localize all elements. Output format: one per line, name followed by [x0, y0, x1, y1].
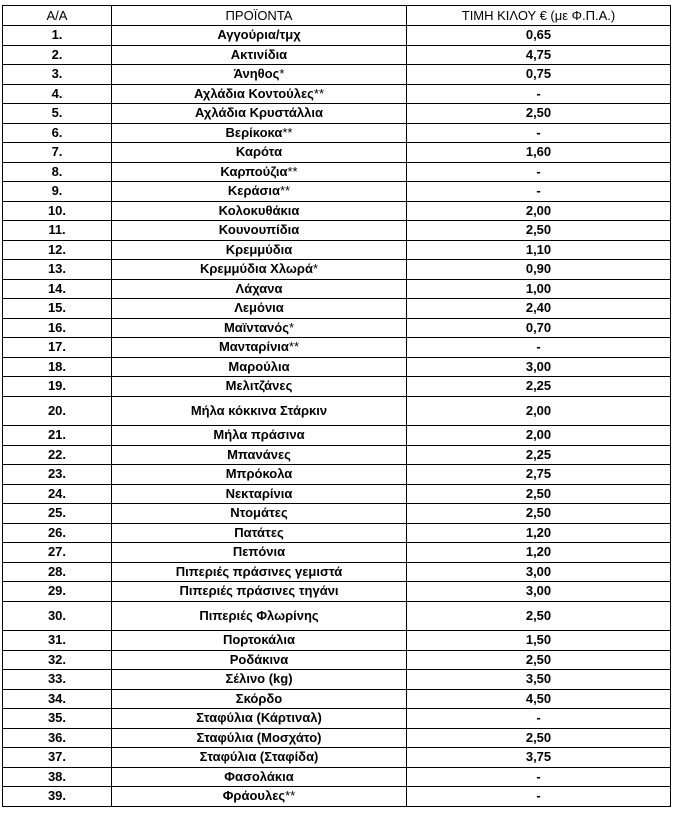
table-row	[3, 84, 671, 104]
product-name: Λεμόνια	[234, 300, 284, 316]
row-number: 4.	[3, 84, 112, 104]
price-cell: -	[407, 162, 671, 182]
table-row	[3, 221, 671, 241]
price-cell: 2,25	[407, 377, 671, 397]
row-number: 25.	[3, 504, 112, 524]
product-cell	[112, 299, 407, 319]
table-row	[3, 670, 671, 690]
price-cell: -	[407, 709, 671, 729]
product-cell	[112, 279, 407, 299]
product-cell	[112, 787, 407, 807]
product-cell	[112, 65, 407, 85]
row-number: 27.	[3, 543, 112, 563]
product-cell	[112, 601, 407, 631]
product-cell	[112, 201, 407, 221]
header-product: ΠΡΟΪΟΝΤΑ	[112, 6, 407, 26]
product-name: Πεπόνια	[232, 544, 286, 560]
price-cell: 0,90	[407, 260, 671, 280]
table-row	[3, 689, 671, 709]
table-row	[3, 65, 671, 85]
table-row	[3, 26, 671, 46]
row-number: 37.	[3, 748, 112, 768]
product-name: Άνηθος	[233, 66, 280, 82]
row-number: 35.	[3, 709, 112, 729]
price-cell: 2,50	[407, 601, 671, 631]
table-row	[3, 445, 671, 465]
product-cell	[112, 84, 407, 104]
price-cell: 0,65	[407, 26, 671, 46]
product-cell	[112, 426, 407, 446]
product-name: Μήλα κόκκινα Στάρκιν	[190, 402, 328, 418]
price-cell: 2,50	[407, 650, 671, 670]
row-number: 30.	[3, 601, 112, 631]
price-cell: 2,50	[407, 484, 671, 504]
table-row	[3, 504, 671, 524]
table-row	[3, 748, 671, 768]
product-cell	[112, 162, 407, 182]
product-name: Φασολάκια	[224, 768, 294, 784]
product-cell	[112, 504, 407, 524]
product-name: Φράουλες	[222, 788, 286, 804]
product-name: Σταφύλια (Κάρτιναλ)	[196, 710, 322, 726]
table-row	[3, 465, 671, 485]
table-row	[3, 45, 671, 65]
price-cell: 2,00	[407, 426, 671, 446]
product-name: Πορτοκάλια	[222, 632, 296, 648]
table-row	[3, 523, 671, 543]
table-row	[3, 240, 671, 260]
product-cell	[112, 143, 407, 163]
table-row	[3, 426, 671, 446]
table-row	[3, 601, 671, 631]
row-number: 28.	[3, 562, 112, 582]
price-cell: 2,75	[407, 465, 671, 485]
price-cell: 3,00	[407, 562, 671, 582]
footnote-mark: **	[313, 85, 325, 101]
product-cell	[112, 357, 407, 377]
price-cell: -	[407, 787, 671, 807]
product-cell	[112, 45, 407, 65]
row-number: 19.	[3, 377, 112, 397]
row-number: 2.	[3, 45, 112, 65]
product-name: Σκόρδο	[235, 690, 283, 706]
table-row	[3, 201, 671, 221]
price-cell: 0,70	[407, 318, 671, 338]
footnote-mark: *	[279, 66, 285, 82]
price-cell: 1,00	[407, 279, 671, 299]
product-name: Κρεμμύδια	[225, 241, 293, 257]
product-cell	[112, 396, 407, 426]
product-name: Καρότα	[235, 144, 283, 160]
table-row	[3, 377, 671, 397]
product-name: Σέλινο (kg)	[225, 671, 293, 687]
table-row	[3, 338, 671, 358]
header-row	[3, 6, 671, 26]
table-row	[3, 787, 671, 807]
product-cell	[112, 240, 407, 260]
footnote-mark: **	[285, 788, 296, 804]
product-cell	[112, 582, 407, 602]
table-row	[3, 709, 671, 729]
product-cell	[112, 445, 407, 465]
product-name: Ντομάτες	[230, 505, 288, 521]
table-row	[3, 728, 671, 748]
row-number: 39.	[3, 787, 112, 807]
product-cell	[112, 377, 407, 397]
product-cell	[112, 670, 407, 690]
price-cell: 2,25	[407, 445, 671, 465]
table-row	[3, 396, 671, 426]
product-name: Κολοκυθάκια	[218, 202, 300, 218]
product-cell	[112, 689, 407, 709]
row-number: 38.	[3, 767, 112, 787]
price-cell: -	[407, 123, 671, 143]
price-cell: 1,50	[407, 631, 671, 651]
price-cell: 2,50	[407, 504, 671, 524]
product-cell	[112, 104, 407, 124]
price-cell: 2,40	[407, 299, 671, 319]
product-name: Κουνουπίδια	[218, 222, 300, 238]
product-cell	[112, 123, 407, 143]
price-cell: -	[407, 84, 671, 104]
row-number: 7.	[3, 143, 112, 163]
price-cell: 0,75	[407, 65, 671, 85]
table-row	[3, 562, 671, 582]
price-cell: 3,75	[407, 748, 671, 768]
product-cell	[112, 182, 407, 202]
product-cell	[112, 543, 407, 563]
row-number: 26.	[3, 523, 112, 543]
price-cell: 1,20	[407, 523, 671, 543]
row-number: 23.	[3, 465, 112, 485]
product-name: Πατάτες	[234, 524, 284, 540]
product-name: Μπρόκολα	[225, 466, 293, 482]
row-number: 1.	[3, 26, 112, 46]
price-cell: 2,50	[407, 221, 671, 241]
table-row	[3, 143, 671, 163]
product-name: Βερίκοκα	[225, 124, 283, 140]
product-name: Αχλάδια Κοντούλες	[193, 85, 314, 101]
row-number: 29.	[3, 582, 112, 602]
price-cell: 2,00	[407, 396, 671, 426]
price-cell: 4,50	[407, 689, 671, 709]
table-row	[3, 182, 671, 202]
product-cell	[112, 748, 407, 768]
table-row	[3, 123, 671, 143]
product-name: Ροδάκινα	[229, 651, 289, 667]
table-row	[3, 767, 671, 787]
product-name: Μήλα πράσινα	[213, 427, 305, 443]
table-row	[3, 260, 671, 280]
product-name: Κεράσια	[227, 183, 280, 199]
row-number: 18.	[3, 357, 112, 377]
product-cell	[112, 562, 407, 582]
price-cell: 2,50	[407, 104, 671, 124]
row-number: 14.	[3, 279, 112, 299]
product-name: Ακτινίδια	[230, 46, 288, 62]
price-cell: 1,10	[407, 240, 671, 260]
product-cell	[112, 523, 407, 543]
product-cell	[112, 767, 407, 787]
price-cell: 2,50	[407, 728, 671, 748]
product-name: Σταφύλια (Σταφίδα)	[199, 749, 319, 765]
row-number: 8.	[3, 162, 112, 182]
row-number: 17.	[3, 338, 112, 358]
product-cell	[112, 631, 407, 651]
row-number: 15.	[3, 299, 112, 319]
row-number: 11.	[3, 221, 112, 241]
table-row	[3, 299, 671, 319]
price-cell: 3,00	[407, 357, 671, 377]
product-cell	[112, 650, 407, 670]
table-row	[3, 582, 671, 602]
product-name: Κρεμμύδια Χλωρά	[200, 261, 313, 277]
row-number: 10.	[3, 201, 112, 221]
table-row	[3, 318, 671, 338]
header-index: Α/Α	[3, 6, 112, 26]
table-row	[3, 543, 671, 563]
footnote-mark: *	[288, 319, 295, 335]
product-cell	[112, 338, 407, 358]
footnote-mark: **	[279, 183, 291, 199]
row-number: 24.	[3, 484, 112, 504]
product-name: Πιπεριές πράσινες τηγάνι	[179, 583, 339, 599]
price-cell: 4,75	[407, 45, 671, 65]
row-number: 6.	[3, 123, 112, 143]
table-row	[3, 279, 671, 299]
table-row	[3, 631, 671, 651]
row-number: 16.	[3, 318, 112, 338]
product-cell	[112, 728, 407, 748]
product-name: Λάχανα	[235, 280, 283, 296]
product-name: Αχλάδια Κρυστάλλια	[195, 105, 323, 121]
row-number: 3.	[3, 65, 112, 85]
row-number: 32.	[3, 650, 112, 670]
row-number: 13.	[3, 260, 112, 280]
row-number: 21.	[3, 426, 112, 446]
table-row	[3, 104, 671, 124]
row-number: 31.	[3, 631, 112, 651]
row-number: 34.	[3, 689, 112, 709]
row-number: 20.	[3, 396, 112, 426]
footnote-mark: **	[288, 339, 300, 355]
product-name: Μαρούλια	[228, 358, 290, 374]
table-body	[3, 26, 671, 807]
product-name: Αγγούρια/τμχ	[217, 27, 301, 43]
row-number: 33.	[3, 670, 112, 690]
row-number: 9.	[3, 182, 112, 202]
footnote-mark: **	[282, 124, 293, 140]
price-cell: 3,00	[407, 582, 671, 602]
row-number: 36.	[3, 728, 112, 748]
table-row	[3, 162, 671, 182]
table-row	[3, 650, 671, 670]
product-cell	[112, 260, 407, 280]
price-cell: -	[407, 182, 671, 202]
product-name: Πιπεριές Φλωρίνης	[199, 607, 319, 623]
row-number: 22.	[3, 445, 112, 465]
row-number: 5.	[3, 104, 112, 124]
price-cell: 2,00	[407, 201, 671, 221]
price-cell: -	[407, 338, 671, 358]
product-name: Πιπεριές πράσινες γεμιστά	[175, 563, 343, 579]
product-name: Νεκταρίνια	[225, 485, 293, 501]
product-name: Μπανάνες	[227, 446, 291, 462]
price-table	[2, 5, 671, 807]
product-name: Καρπούζια	[220, 163, 288, 179]
footnote-mark: **	[287, 163, 298, 179]
product-cell	[112, 465, 407, 485]
product-cell	[112, 709, 407, 729]
product-name: Μελιτζάνες	[225, 378, 293, 394]
product-cell	[112, 318, 407, 338]
price-cell: -	[407, 767, 671, 787]
product-cell	[112, 484, 407, 504]
footnote-mark: *	[312, 261, 318, 277]
product-name: Μαϊντανός	[223, 319, 289, 335]
product-cell	[112, 221, 407, 241]
table-row	[3, 484, 671, 504]
header-price: ΤΙΜΗ ΚΙΛΟΥ € (με Φ.Π.Α.)	[407, 6, 671, 26]
product-name: Μανταρίνια	[218, 339, 289, 355]
table-row	[3, 357, 671, 377]
price-cell: 3,50	[407, 670, 671, 690]
row-number: 12.	[3, 240, 112, 260]
price-cell: 1,60	[407, 143, 671, 163]
product-cell	[112, 26, 407, 46]
price-cell: 1,20	[407, 543, 671, 563]
product-name: Σταφύλια (Μοσχάτο)	[196, 729, 322, 745]
